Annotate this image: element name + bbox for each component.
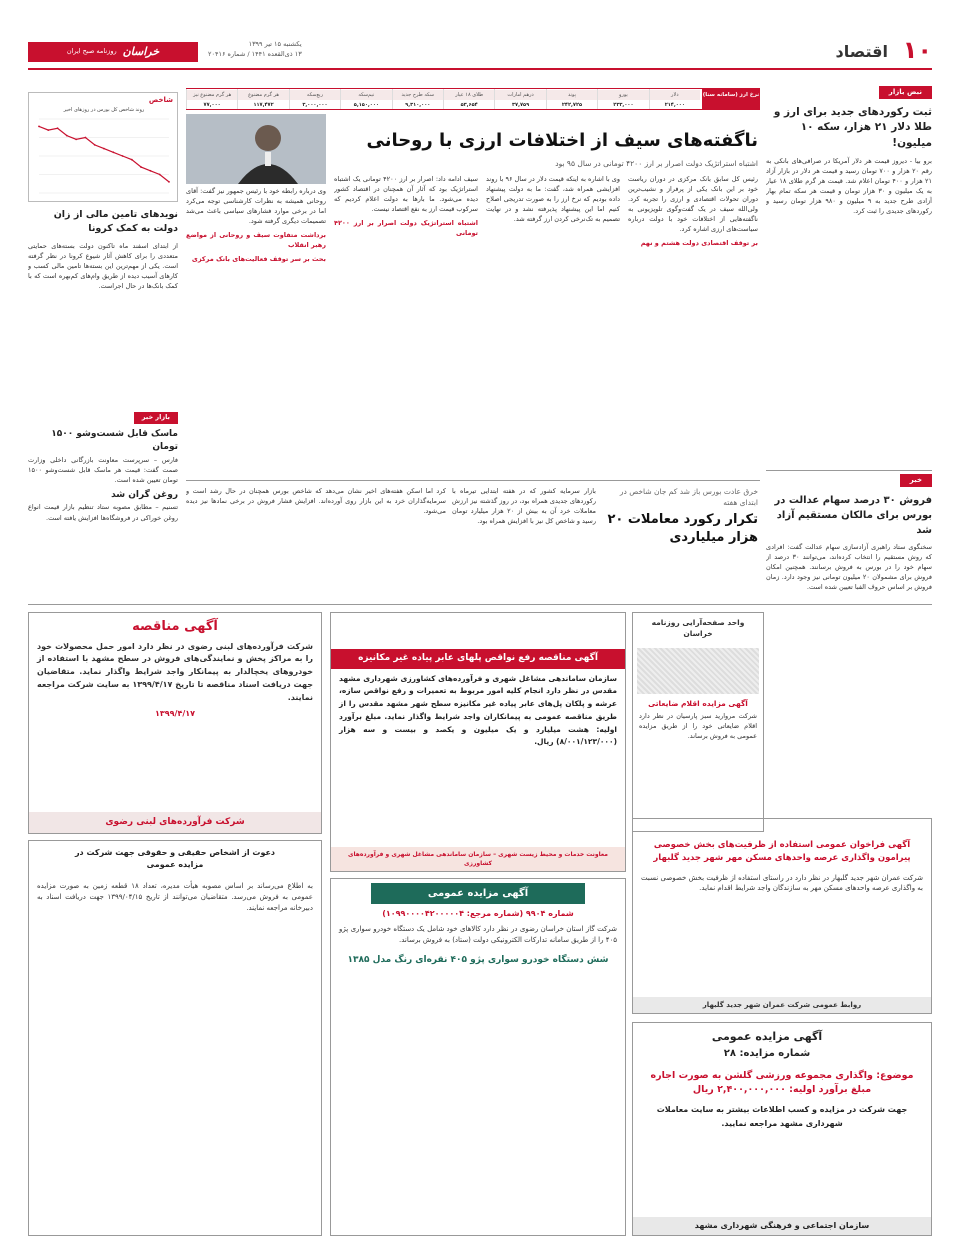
rate-label: درهم امارات (495, 90, 545, 100)
rates-head: نرخ ارز (سامانه سنا) (702, 89, 760, 110)
ad7-headline: موضوع: واگذاری مجموعه ورزشی گلشن به صورت اجاره (650, 1069, 914, 1081)
rate-value: ۷۷,۰۰۰ (203, 102, 221, 108)
rate-value: ۲۱۴,۰۰۰ (664, 102, 685, 108)
section-title: اقتصاد (835, 42, 888, 61)
rate-label: یورو (598, 90, 648, 100)
brand-logo: خراسان (122, 44, 160, 58)
ad-golbahar-call (632, 818, 932, 1014)
chart-point (168, 181, 170, 183)
ad-settlement-tender (28, 840, 322, 1236)
left-mid-body: از ابتدای اسفند ماه تاکنون دولت بسته‌های حمایتی متعددی را برای کاهش آثار شیوع کرونا در نظر گرفته است. یکی از مهم‌ترین این بسته‌ها تامین مالی کسب و کارهای آسیب دیده از طریق وام‌های کم‌بهره است که با کمک بانک‌ها در حال اجراست. (28, 241, 178, 290)
chart-svg (29, 113, 178, 202)
ad7-body: جهت شرکت در مزایده و کسب اطلاعات بیشتر به سایت معاملات شهرداری مشهد مراجعه نمایید. (656, 1105, 908, 1128)
bourse-kicker: خرق عادت بورس باز شد کم جان شاخص در ابتدای هفته (619, 487, 758, 508)
rate-cell (597, 89, 648, 110)
bottom-mid-body: کرد اما اسکن هفته‌های اخیر نشان می‌دهد که شاخص بورس همچنان در حال رشد است و سرمایه‌گذاران خرد به این بازار روی آورده‌اند. افزایش فشار فروش در برخی نمادها نیز دیده می‌شود. (186, 487, 446, 516)
rate-value: ۳,۰۰۰,۰۰۰ (302, 102, 328, 108)
bourse-story (602, 486, 758, 596)
rate-cell (186, 89, 237, 110)
ad4-title: آگهی مزایده اقلام ضایعاتی (648, 698, 748, 708)
car-headline2: روغن گران شد (111, 489, 178, 500)
ad-golshan-auction (632, 1022, 932, 1236)
ad3-number: شماره ۹۹۰۴ (شماره مرجع: ۱۰۹۹۰۰۰۰۴۲۰۰۰۰۰۴) (382, 909, 574, 918)
rate-value: ۵,۱۵۰,۰۰۰ (353, 102, 379, 108)
ad7-price: مبلغ برآورد اولیه: ۲,۴۰۰,۰۰۰,۰۰۰ ریال (692, 1083, 872, 1095)
chart-point (140, 166, 142, 168)
chart-point (38, 126, 40, 128)
ad5-title: واحد صفحه‌آرایی روزنامه خراسان (651, 618, 745, 639)
pulse-tag: نبض بازار (879, 86, 932, 99)
ad6-body: شرکت عمران شهر جدید گلبهار در نظر دارد در راستای استفاده از ظرفیت بخش خصوصی نسبت به واگذاری عرصه واحدهای مسکن مهر به سازندگان واجد شرایط اقدام نماید. (641, 873, 923, 893)
ad8-title: دعوت از اشخاص حقیقی و حقوقی جهت شرکت در مزایده عمومی (74, 848, 276, 869)
ad3-body: شرکت گاز استان خراسان رضوی در نظر دارد کالاهای خود شامل یک دستگاه خودرو سواری پژو ۴۰۵ را از طریق سامانه تدارکات الکترونیکی دولت (ستاد) به فروش برساند. (339, 925, 617, 944)
rate-cell (649, 89, 700, 110)
rate-cell (392, 89, 443, 110)
main-kicker: اشتباه استراتژیک دولت اصرار بر ارز ۴۲۰۰ تومانی در سال ۹۵ بود (555, 159, 758, 168)
ad6-footer: روابط عمومی شرکت عمران شهر جدید گلبهار (633, 997, 931, 1014)
rate-label: سکه طرح جدید (393, 90, 443, 100)
rate-value: ۱۱۷,۴۷۲ (253, 102, 274, 108)
main-col1: رئیس کل سابق بانک مرکزی در دوران ریاست خود بر این بانک یکی از پرفراز و نشیب‌ترین دوران تحولات اقتصادی و ارزی را تجربه کرد. ولی‌الله سیف در یک گفت‌وگوی تلویزیونی به ناگفته‌هایی از اختلافات خود با دولت درباره سیاست‌های ارزی اشاره کرد. بر توقف اقتصادی دولت هشتم و نهم (628, 175, 758, 248)
ad1-footer: شرکت فرآورده‌های لبنی رضوی (29, 812, 321, 834)
chart-point (150, 170, 152, 172)
left-bottom-story (28, 412, 178, 592)
chart-point (122, 155, 124, 157)
car-body2: تسنیم – مطابق مصوبه ستاد تنظیم بازار قیمت انواع روغن خوراکی در فروشگاه‌ها افزایش یافته است. (28, 503, 178, 522)
portrait-silhouette-icon (186, 114, 326, 184)
main-sub4: بر توقف اقتصادی دولت هشتم و نهم (640, 239, 758, 248)
ad-khorasan-layout (632, 612, 764, 832)
ad8-body: به اطلاع می‌رساند بر اساس مصوبه هیأت مدیره، تعداد ۱۸ قطعه زمین به صورت مزایده عمومی به فروش می‌رسد. متقاضیان می‌توانند از تاریخ ۱۳۹۹/۰۴/۱۵ جهت دریافت اسناد به دبیرخانه مراجعه نمایند. (37, 882, 313, 912)
chart-point (131, 159, 133, 161)
car-tag: بازار خبر (134, 412, 178, 424)
main-col4: وی درباره رابطه خود با رئیس جمهور نیز گفت: آقای روحانی همیشه به نظرات کارشناسی توجه می‌کرد اما در برخی موارد فشارهای سیاسی باعث می‌شد تصمیمات دیگری گرفته شود. برداشت متفاوت سیف و روحانی از مواضع رهبر انقلاب بحث بر سر توقف فعالیت‌های بانک مرکزی (186, 187, 326, 264)
rate-label: هر گرم مضنوع نیز (187, 90, 237, 100)
chart-point (159, 174, 161, 176)
main-title: ناگفته‌های سیف از اختلافات ارزی با روحانی (366, 130, 758, 151)
ad3-headline2: شش دستگاه خودرو سواری پژو ۴۰۵ نقره‌ای رنگ مدل ۱۳۸۵ (347, 954, 609, 965)
chart-point (112, 151, 114, 153)
ad7-title: آگهی مزایده عمومی (711, 1030, 823, 1043)
rate-label: ربع‌سکه (290, 90, 340, 100)
left-mid-story (28, 208, 178, 408)
chart-point (94, 144, 96, 146)
header-date: یکشنبه ۱۵ تیر ۱۳۹۹ ۱۳ ذی‌القعده ۱۴۴۱ / شماره ۲۰۴۱۶ (208, 40, 302, 58)
chart-box (28, 92, 178, 202)
chart-point (66, 135, 68, 137)
rate-value: ۲۳۳,۰۰۰ (613, 102, 634, 108)
main-col3: سیف ادامه داد: اصرار بر ارز ۴۲۰۰ تومانی یک اشتباه استراتژیک بود که آثار آن همچنان در اقتصاد کشور دیده می‌شود. ما بارها به دولت اعلام کردیم که سرکوب قیمت ارز به نفع اقتصاد نیست. اشتباه استراتژیک دولت اصرار بر ارز ۴۲۰۰ تومانی (334, 175, 478, 238)
pulse-headline: ثبت رکوردهای جدید برای ارز و طلا دلار ۲۱ هزار، سکه ۱۰ میلیون! (773, 105, 932, 149)
main-sub3: بحث بر سر توقف فعالیت‌های بانک مرکزی (191, 255, 326, 264)
main-sub2: اشتباه استراتژیک دولت اصرار بر ارز ۴۲۰۰ تومانی (334, 219, 478, 238)
rate-cell (237, 89, 288, 110)
chart-series-line (39, 126, 169, 181)
ad4-body: شرکت مروارید سبز پارسیان در نظر دارد اقلام ضایعاتی خود را از طریق مزایده عمومی به فروش برساند. (639, 711, 757, 740)
car-body: فارس – سرپرست معاونت بازرگانی داخلی وزارت صمت گفت: قیمت هر ماسک قابل شست‌وشو ۱۵۰۰ تومان تعیین شده است. (28, 455, 178, 484)
rate-label: هر گرم مضنوع (238, 90, 288, 100)
ad2-footer: معاونت خدمات و محیط زیست شهری – سازمان ساماندهی مشاغل شهری و فرآورده‌های کشاورزی (331, 847, 625, 871)
rates-table (186, 88, 760, 110)
rate-label: نیم‌سکه (341, 90, 391, 100)
rate-value: ۵۳,۶۵۴ (460, 102, 478, 108)
rate-cell (546, 89, 597, 110)
bourse-body: بازار سرمایه کشور که در هفته ابتدایی تیرماه با رکوردهای جدیدی همراه بود، در روز گذشته نیز ارزش معاملات خرد آن به بیش از ۲۰ هزار میلیارد تومان رسید و شاخص کل نیز با افزایش همراه بود. (452, 487, 596, 526)
ad-gas-auction (330, 878, 626, 1236)
rate-cell (340, 89, 391, 110)
chart-point (75, 138, 77, 140)
rate-value: ۲۴۲,۷۲۵ (561, 102, 583, 108)
chart-point (57, 127, 59, 129)
rate-value: ۹,۳۱۰,۰۰۰ (405, 102, 431, 108)
chart-title: روند شاخص کل بورس در روزهای اخیر (63, 107, 145, 113)
main-sub1: برداشت متفاوت سیف و روحانی از مواضع رهبر انقلاب (186, 231, 326, 250)
header (28, 36, 932, 66)
ad-khorasan-graphic (637, 648, 759, 694)
rate-label: طلای ۱۸ عیار (444, 90, 494, 100)
chart-tag: شاخص (148, 96, 173, 104)
pulse-column (766, 86, 932, 466)
bourse-headline: تکرار رکورد معاملات ۲۰ هزار میلیاردی (607, 511, 758, 546)
left-mid-headline: نویدهای تامین مالی از زان دولت به کمک کرونا (53, 209, 178, 235)
ad1-date: ۱۳۹۹/۴/۱۷ (154, 709, 196, 719)
chart-point (85, 137, 87, 139)
page-number: ۱۰ (902, 36, 932, 64)
ad2-title: آگهی مناقصه رفع نواقص پلهای عابر پیاده غیر مکانیزه (331, 649, 625, 669)
rates-grid (186, 89, 700, 110)
pulse-body: برو بیا - دیروز قیمت هر دلار آمریکا در صرافی‌های بانکی به رقم ۲۰ هزار و ۷۰۰ تومان رسید و قیمت هر دلار در بازار آزاد ۲۱ هزار و ۴۰۰ تومان اعلام شد. قیمت هر گرم طلای ۱۸ عیار به یک میلیون و ۳۰ هزار تومان و قیمت هر سکه تمام بهار آزادی طرح جدید به ۹ میلیون و ۹۸۰ هزار تومان رسید و رکوردهای جدیدی را ثبت کرد. (766, 156, 932, 216)
car-headline: ماسک قابل شست‌وشو ۱۵۰۰ تومان (51, 428, 178, 453)
ad-tender-bridges (330, 612, 626, 872)
ad1-body: شرکت فرآورده‌های لبنی رضوی در نظر دارد امور حمل محصولات خود را به مراکز پخش و نمایندگی‌های فروش در سطح مشهد با استفاده از خودروهای یخچالدار به پیمانکار واجد شرایط واگذار نماید. متقاضیان جهت دریافت اسناد مناقصه تا تاریخ ۱۳۹۹/۴/۱۷ به سایت شرکت مراجعه نمایند. (37, 641, 313, 702)
khabar-headline: فروش ۳۰ درصد سهام عدالت در بورس برای مالکان مستقیم آزاد شد (774, 494, 932, 536)
rate-value: ۳۷,۷۵۹ (511, 102, 530, 108)
khabar-column (766, 474, 932, 834)
khabar-tag: خبر (900, 474, 932, 487)
rate-label: پوند (547, 90, 597, 100)
chart-point (47, 129, 49, 131)
rate-cell (289, 89, 340, 110)
chart-point (103, 148, 105, 150)
khabar-body: سخنگوی ستاد راهبری آزادسازی سهام عدالت گفت: افرادی که روش مستقیم را انتخاب کرده‌اند، می‌توانند ۳۰ درصد از سهام خود را در بورس به فروش برسانند. همچنین امکان فروش برای مشمولان ۲۰ میلیون تومانی نیز وجود دارد. زمان فروش بر اساس حروف الفبا تعیین شده است. (766, 542, 932, 591)
main-col2: وی با اشاره به اینکه قیمت دلار در سال ۹۶ با روند افزایشی همراه شد، گفت: ما به دولت پیشنهاد داده بودیم که نرخ ارز را به صورت تدریجی اصلاح کنیم اما این پیشنهاد پذیرفته نشد و در نهایت تصمیم به تک‌نرخی کردن ارز گرفته شد. (486, 175, 620, 224)
ad7-footer: سازمان اجتماعی و فرهنگی شهرداری مشهد (633, 1217, 931, 1235)
ad6-title: آگهی فراخوان عمومی استفاده از ظرفیت‌های بخش خصوصی پیرامون واگذاری عرصه واحدهای مسکن مهر شهر جدید گلبهار (653, 840, 911, 863)
rate-cell (494, 89, 545, 110)
ad7-number: شماره مزایده: ۲۸ (723, 1047, 811, 1059)
ad2-body: سازمان ساماندهی مشاغل شهری و فرآورده‌های کشاورزی شهرداری مشهد مقدس در نظر دارد انجام کلیه امور مربوط به تعمیرات و رفع نواقص سازه، عرشه و پلکان پل‌های عابر پیاده غیر مکانیزه سطح شهر مشهد مقدس را از طریق مناقصه عمومی به پیمانکاران واجد شرایط واگذار نماید. مبلغ برآورد اولیه: هشت میلیارد و یک میلیون و یکصد و بیست و سه هزار (۸/۰۰۱/۱۲۳/۰۰۰) ریال. (339, 673, 617, 747)
ad-tender-dairy (28, 612, 322, 834)
brand-sub: روزنامه صبح ایران (66, 47, 117, 56)
rate-cell (443, 89, 494, 110)
ad1-title: آگهی مناقصه (132, 619, 218, 634)
ad3-title: آگهی مزایده عمومی (371, 883, 585, 904)
brand-band (28, 42, 198, 62)
rate-label: دلار (650, 90, 700, 100)
portrait-photo (186, 114, 326, 184)
